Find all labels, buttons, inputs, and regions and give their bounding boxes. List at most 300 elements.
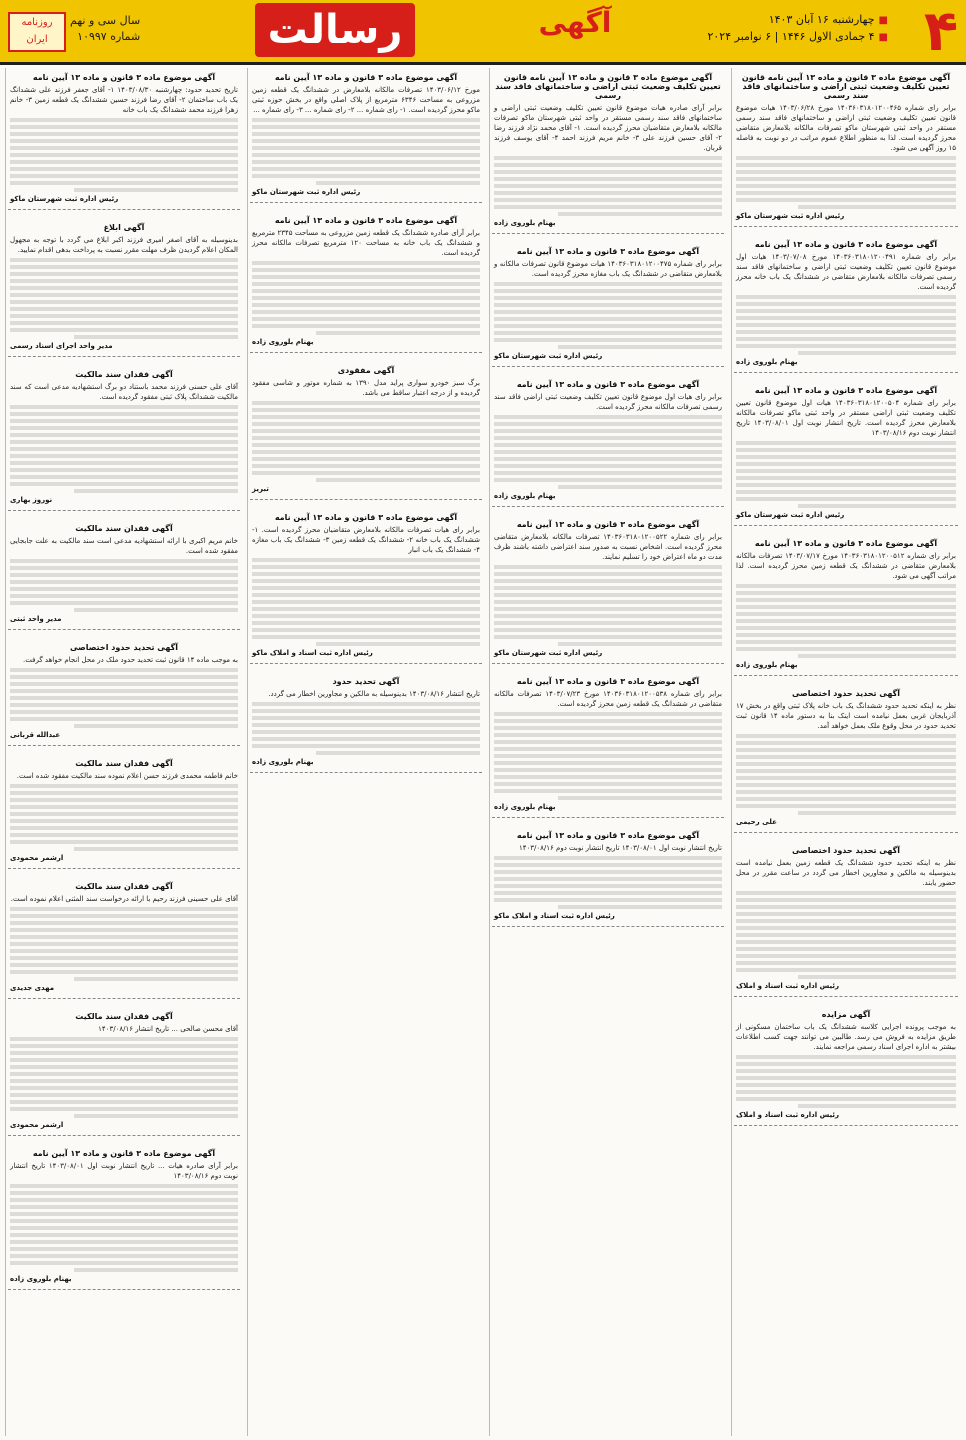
text-line	[10, 307, 238, 311]
notice-item	[250, 211, 482, 353]
text-line	[10, 265, 238, 269]
text-line	[252, 464, 480, 468]
text-line	[736, 476, 956, 480]
text-line	[798, 351, 956, 355]
text-line	[252, 709, 480, 713]
text-line	[736, 940, 956, 944]
text-line	[252, 310, 480, 314]
text-line	[494, 768, 722, 772]
text-line	[10, 146, 238, 150]
notice-item	[250, 672, 482, 773]
text-line	[494, 282, 722, 286]
notice-body: تاریخ تحدید حدود: چهارشنبه ۱۴۰۳/۰۸/۳۰ ۱- آقای جعفر فرزند علی ششدانگ یک باب ساختمان ۲- آقای رضا فرزند حسین ششدانگ یک قطعه زمین ۳- خانم زهرا فرزند محمد ششدانگ یک باب خانه	[10, 86, 239, 114]
text-line	[252, 702, 480, 706]
notice-signature: رئیس اداره ثبت شهرستان ماکو	[10, 195, 119, 203]
notice-body: خانم مریم اکبری با ارائه استشهادیه مدعی است سند مالکیت به علت جابجایی مفقود شده است.	[10, 537, 238, 555]
volume-info	[70, 13, 140, 45]
text-lines	[10, 784, 238, 851]
notice-signature: رئیس اداره ثبت شهرستان ماکو	[736, 212, 845, 220]
text-line	[494, 635, 722, 639]
text-line	[494, 464, 722, 468]
notice-title: آگهی مزایده	[821, 1010, 871, 1019]
text-line	[252, 593, 480, 597]
text-line	[736, 483, 956, 487]
notice-title: آگهی فقدان سند مالکیت	[75, 882, 173, 891]
text-lines	[494, 415, 722, 489]
notice-item	[492, 672, 724, 818]
notice-body: برابر آرای صادره هیات موضوع قانون تعیین تکلیف وضعیت ثبتی اراضی و ساختمانهای فاقد سند رسمی مستقر در واحد ثبتی شهرستان ماکو تصرفات مالکانه بلامعارض متقاضیان محرز گردیده است. ۱- آقای محمد نژاد فرزند رضا ۲- آقای حسین فرزند علی ۳- خانم مریم فرزند احمد ۴- آقای یوسف فرزند قربان.	[494, 104, 722, 152]
text-line	[252, 422, 480, 426]
text-line	[74, 1114, 238, 1118]
text-line	[316, 478, 480, 482]
notice-title: آگهی موضوع ماده ۳ قانون و ماده ۱۳ آیین نامه	[516, 520, 700, 529]
text-line	[736, 469, 956, 473]
text-line	[494, 324, 722, 328]
notice-title: آگهی تحدید حدود	[332, 677, 400, 686]
text-lines	[736, 1055, 956, 1108]
text-line	[494, 863, 722, 867]
text-line	[736, 762, 956, 766]
notice-item	[250, 68, 482, 203]
text-line	[736, 734, 956, 738]
text-line	[74, 489, 238, 493]
text-line	[736, 1055, 956, 1059]
notice-item	[8, 638, 240, 746]
text-line	[10, 956, 238, 960]
column-3	[247, 68, 484, 1436]
text-line	[10, 433, 238, 437]
notice-body: برابر رای شماره ۱۴۰۳۶۰۳۱۸۰۱۲۰۰۴۶۵ مورخ ۱۴۰۳/۰۶/۲۸ هیات موضوع قانون تعیین تکلیف وضعیت ثبتی اراضی و ساختمانهای فاقد سند رسمی مستقر در واحد ثبتی شهرستان ماکو تصرفات مالکانه بلامعارض متقاضی محرز گردیده است. لذا به منظور اطلاع عموم مراتب در دو نوبت به فاصله ۱۵ روز آگهی می شود.	[736, 104, 956, 152]
text-line	[494, 163, 722, 167]
text-line	[10, 573, 238, 577]
text-line	[494, 884, 722, 888]
page-number: ۴	[923, 0, 958, 64]
notice-title: آگهی موضوع ماده ۳ قانون و ماده ۱۳ آیین نامه	[274, 513, 458, 522]
notice-title: آگهی تحدید حدود اختصاصی	[791, 689, 901, 698]
notice-signature: مدیر واحد ثبتی	[10, 615, 62, 623]
text-line	[74, 977, 238, 981]
text-line	[736, 177, 956, 181]
notice-item	[8, 877, 240, 999]
text-line	[10, 826, 238, 830]
issue-number: شماره ۱۰۹۹۷	[77, 30, 141, 43]
text-line	[10, 594, 238, 598]
text-line	[10, 1037, 238, 1041]
text-line	[736, 619, 956, 623]
text-line	[252, 174, 480, 178]
text-line	[736, 633, 956, 637]
text-line	[736, 755, 956, 759]
text-line	[494, 891, 722, 895]
notice-body: نظر به اینکه تحدید حدود ششدانگ یک قطعه زمین بعمل نیامده است بدینوسیله به مالکین و مجاورین اخطار می گردد در ساعت مقرر در محل حضور یابند.	[736, 859, 956, 887]
text-line	[736, 912, 956, 916]
text-line	[252, 415, 480, 419]
text-line	[10, 118, 238, 122]
text-line	[10, 160, 238, 164]
text-line	[252, 730, 480, 734]
text-line	[494, 712, 722, 716]
notice-signature: رئیس اداره ثبت اسناد و املاک ماکو	[252, 649, 373, 657]
text-lines	[494, 156, 722, 216]
text-line	[494, 747, 722, 751]
text-line	[252, 744, 480, 748]
text-line	[252, 275, 480, 279]
text-line	[252, 558, 480, 562]
text-lines	[494, 856, 722, 909]
text-lines	[10, 1184, 238, 1272]
text-line	[10, 1198, 238, 1202]
text-line	[74, 847, 238, 851]
text-line	[10, 468, 238, 472]
notice-item	[492, 242, 724, 367]
notice-signature: ارشمر محمودی	[10, 1121, 64, 1129]
notice-signature: رئیس اداره ثبت اسناد و املاک ماکو	[494, 912, 615, 920]
notice-signature: بهنام بلوروی زاده	[736, 661, 798, 669]
text-line	[494, 457, 722, 461]
column-2	[489, 68, 726, 1436]
text-line	[252, 132, 480, 136]
text-line	[494, 205, 722, 209]
notice-item	[734, 1005, 958, 1126]
text-line	[10, 1051, 238, 1055]
notice-body: آقای علی حسینی فرزند رحیم با ارائه درخواست سند المثنی اعلام نموده است.	[10, 895, 238, 903]
text-line	[736, 497, 956, 501]
text-line	[252, 153, 480, 157]
text-line	[10, 710, 238, 714]
text-line	[10, 566, 238, 570]
text-line	[494, 303, 722, 307]
notice-item	[8, 519, 240, 630]
notice-body: به موجب ماده ۱۴ قانون ثبت تحدید حدود ملک در محل انجام خواهد گرفت.	[23, 656, 238, 664]
text-line	[10, 963, 238, 967]
date-line-2: ۴ جمادی الاول ۱۴۴۶ | ۶ نوامبر ۲۰۲۴	[707, 30, 875, 43]
text-line	[494, 289, 722, 293]
notice-title: آگهی موضوع ماده ۳ قانون و ماده ۱۳ آیین نامه	[754, 386, 938, 395]
text-line	[736, 741, 956, 745]
text-line	[10, 1044, 238, 1048]
text-line	[10, 174, 238, 178]
notice-item	[492, 826, 724, 927]
text-line	[494, 789, 722, 793]
text-line	[558, 642, 722, 646]
text-line	[494, 877, 722, 881]
text-line	[10, 300, 238, 304]
text-line	[736, 337, 956, 341]
text-line	[10, 1191, 238, 1195]
text-line	[494, 156, 722, 160]
text-line	[736, 961, 956, 965]
text-line	[10, 907, 238, 911]
text-line	[10, 833, 238, 837]
notice-signature: رئیس اداره ثبت شهرستان ماکو	[494, 352, 603, 360]
text-lines	[736, 156, 956, 209]
text-line	[10, 426, 238, 430]
text-line	[736, 898, 956, 902]
text-line	[252, 261, 480, 265]
text-line	[736, 170, 956, 174]
text-lines	[252, 401, 480, 482]
text-lines	[252, 558, 480, 646]
notice-body: برابر آرای صادره هیات ... تاریخ انتشار نوبت اول ۱۴۰۳/۰۸/۰۱ تاریخ انتشار نوبت دوم ۱۴۰۳/۰۸/۱۶	[10, 1162, 238, 1180]
notice-title: آگهی فقدان سند مالکیت	[75, 1012, 173, 1021]
text-line	[494, 726, 722, 730]
notice-item	[734, 534, 958, 676]
notice-signature: بهنام بلوروی زاده	[494, 492, 556, 500]
text-line	[252, 139, 480, 143]
text-lines	[736, 584, 956, 658]
text-line	[10, 167, 238, 171]
text-line	[494, 856, 722, 860]
text-line	[494, 733, 722, 737]
text-line	[10, 405, 238, 409]
text-line	[494, 614, 722, 618]
text-line	[10, 921, 238, 925]
text-line	[736, 316, 956, 320]
text-line	[252, 282, 480, 286]
notice-item	[8, 218, 240, 357]
text-line	[10, 1107, 238, 1111]
notice-item	[734, 841, 958, 997]
text-lines	[252, 261, 480, 335]
text-line	[10, 949, 238, 953]
text-line	[736, 647, 956, 651]
notice-signature: بهنام بلوروی زاده	[252, 758, 314, 766]
text-line	[736, 905, 956, 909]
notice-signature: علی رحیمی	[736, 818, 777, 826]
text-line	[558, 485, 722, 489]
text-line	[10, 272, 238, 276]
text-line	[736, 612, 956, 616]
text-line	[494, 719, 722, 723]
text-line	[10, 1219, 238, 1223]
text-line	[252, 457, 480, 461]
text-line	[736, 295, 956, 299]
notice-signature: رئیس اداره ثبت اسناد و املاک	[736, 982, 839, 990]
text-line	[10, 293, 238, 297]
text-line	[10, 1086, 238, 1090]
text-lines	[10, 1037, 238, 1118]
text-line	[736, 947, 956, 951]
text-line	[798, 975, 956, 979]
notice-title: آگهی موضوع ماده ۳ قانون و ماده ۱۳ آیین نامه	[516, 831, 700, 840]
text-line	[10, 1240, 238, 1244]
notice-item	[734, 684, 958, 833]
text-line	[10, 587, 238, 591]
text-line	[494, 607, 722, 611]
text-line	[74, 724, 238, 728]
text-line	[558, 345, 722, 349]
text-line	[736, 790, 956, 794]
text-line	[10, 482, 238, 486]
text-line	[252, 289, 480, 293]
notice-title: آگهی موضوع ماده ۳ قانون و ماده ۱۳ آیین نامه	[32, 73, 216, 82]
text-line	[252, 118, 480, 122]
text-line	[736, 191, 956, 195]
notice-body: نظر به اینکه تحدید حدود ششدانگ یک باب خانه پلاک ثبتی واقع در بخش ۱۷ آذربایجان غربی بعمل نیامده است اینک بنا به دستور ماده ۱۴ قانون ثبت تحدید حدود در محل وقوع ملک بعمل خواهد آمد.	[736, 702, 956, 730]
text-line	[494, 415, 722, 419]
text-line	[10, 812, 238, 816]
text-line	[10, 805, 238, 809]
text-line	[736, 163, 956, 167]
text-line	[494, 628, 722, 632]
volume: سال سی و نهم	[70, 14, 141, 27]
text-line	[252, 146, 480, 150]
notice-signature: ارشمر محمودی	[10, 854, 64, 862]
text-line	[494, 782, 722, 786]
notice-item	[250, 508, 482, 664]
text-lines	[10, 258, 238, 339]
text-line	[736, 783, 956, 787]
notice-item	[8, 1007, 240, 1136]
text-line	[10, 475, 238, 479]
text-lines	[736, 295, 956, 355]
text-line	[10, 696, 238, 700]
notice-signature: بهنام بلوروی زاده	[10, 1275, 72, 1283]
bullet-icon: ■	[878, 32, 888, 43]
text-line	[736, 156, 956, 160]
text-line	[736, 184, 956, 188]
text-line	[252, 317, 480, 321]
text-line	[736, 344, 956, 348]
text-line	[736, 455, 956, 459]
text-line	[494, 898, 722, 902]
text-line	[736, 1062, 956, 1066]
text-line	[494, 310, 722, 314]
text-line	[252, 408, 480, 412]
text-line	[10, 1254, 238, 1258]
notice-body: آقای علی حسنی فرزند محمد باستناد دو برگ استشهادیه مدعی است که سند مالکیت ششدانگ پلاک ثبتی مفقود گردیده است.	[10, 383, 238, 401]
text-line	[10, 447, 238, 451]
text-lines	[10, 559, 238, 612]
text-line	[494, 565, 722, 569]
text-line	[10, 1261, 238, 1265]
text-line	[252, 600, 480, 604]
text-line	[494, 177, 722, 181]
notice-title: آگهی فقدان سند مالکیت	[75, 370, 173, 379]
text-line	[736, 933, 956, 937]
text-line	[736, 1069, 956, 1073]
text-line	[736, 302, 956, 306]
text-line	[74, 335, 238, 339]
notice-signature: رئیس اداره ثبت شهرستان ماکو	[494, 649, 603, 657]
text-line	[10, 1093, 238, 1097]
date-line-1: چهارشنبه ۱۶ آبان ۱۴۰۳	[768, 13, 875, 26]
text-line	[736, 598, 956, 602]
text-line	[10, 717, 238, 721]
text-line	[736, 462, 956, 466]
text-line	[252, 723, 480, 727]
text-line	[736, 954, 956, 958]
text-line	[494, 191, 722, 195]
text-line	[10, 935, 238, 939]
notice-title: آگهی موضوع ماده ۳ قانون و ماده ۱۳ آیین نامه	[754, 539, 938, 548]
notice-item	[734, 235, 958, 373]
text-line	[494, 443, 722, 447]
text-line	[494, 740, 722, 744]
text-line	[10, 928, 238, 932]
text-line	[736, 891, 956, 895]
text-line	[252, 635, 480, 639]
mini-logo: روزنامه ایران	[8, 12, 66, 52]
date-box	[707, 12, 888, 46]
text-lines	[736, 734, 956, 815]
text-line	[10, 682, 238, 686]
text-line	[74, 608, 238, 612]
text-line	[10, 1100, 238, 1104]
text-line	[736, 323, 956, 327]
notice-title: آگهی موضوع ماده ۳ قانون و ماده ۱۳ آیین نامه	[274, 73, 458, 82]
text-line	[558, 905, 722, 909]
notice-body: تاریخ انتشار ۱۴۰۳/۰۸/۱۶ بدینوسیله به مالکین و مجاورین اخطار می گردد.	[268, 690, 480, 698]
text-line	[558, 212, 722, 216]
text-line	[252, 579, 480, 583]
text-line	[252, 565, 480, 569]
text-line	[736, 1090, 956, 1094]
text-line	[252, 621, 480, 625]
notice-item	[8, 1144, 240, 1290]
text-line	[494, 761, 722, 765]
text-line	[252, 429, 480, 433]
text-line	[10, 440, 238, 444]
text-line	[252, 324, 480, 328]
text-line	[736, 640, 956, 644]
text-line	[252, 716, 480, 720]
text-line	[10, 668, 238, 672]
text-line	[736, 584, 956, 588]
text-line	[798, 811, 956, 815]
text-line	[736, 490, 956, 494]
text-lines	[736, 891, 956, 979]
text-line	[494, 754, 722, 758]
notice-body: به موجب پرونده اجرایی کلاسه ششدانگ یک باب ساختمان مسکونی از طریق مزایده به فروش می رسد. طالبین می توانند جهت کسب اطلاعات بیشتر به اداره اجرای اسناد رسمی مراجعه نمایند.	[736, 1023, 956, 1051]
notice-title: آگهی تحدید حدود اختصاصی	[69, 643, 179, 652]
text-line	[10, 454, 238, 458]
text-line	[74, 188, 238, 192]
page-header	[0, 0, 966, 65]
text-line	[74, 1268, 238, 1272]
text-line	[494, 870, 722, 874]
text-line	[10, 1247, 238, 1251]
notice-signature: بهنام بلوروی زاده	[736, 358, 798, 366]
text-line	[494, 600, 722, 604]
text-line	[10, 703, 238, 707]
text-line	[252, 443, 480, 447]
text-line	[736, 605, 956, 609]
text-line	[316, 642, 480, 646]
text-line	[494, 338, 722, 342]
text-line	[252, 586, 480, 590]
text-line	[10, 412, 238, 416]
bullet-icon: ■	[878, 15, 888, 26]
notice-item	[8, 68, 240, 210]
text-line	[10, 1072, 238, 1076]
notice-signature: مدیر واحد اجرای اسناد رسمی	[10, 342, 113, 350]
notice-body: برابر رای شماره ۱۴۰۳۶۰۳۱۸۰۱۲۰۰۵۳۸ مورخ ۱۴۰۳/۰۷/۲۳ تصرفات مالکانه متقاضی در ششدانگ یک قطعه زمین محرز گردیده است.	[494, 690, 722, 708]
text-line	[252, 167, 480, 171]
text-line	[736, 748, 956, 752]
text-line	[316, 181, 480, 185]
text-line	[316, 331, 480, 335]
text-line	[252, 125, 480, 129]
text-line	[252, 436, 480, 440]
text-line	[252, 737, 480, 741]
text-line	[10, 258, 238, 262]
column-4	[5, 68, 242, 1436]
text-line	[494, 184, 722, 188]
text-line	[494, 579, 722, 583]
notice-item	[734, 68, 958, 227]
text-line	[736, 309, 956, 313]
